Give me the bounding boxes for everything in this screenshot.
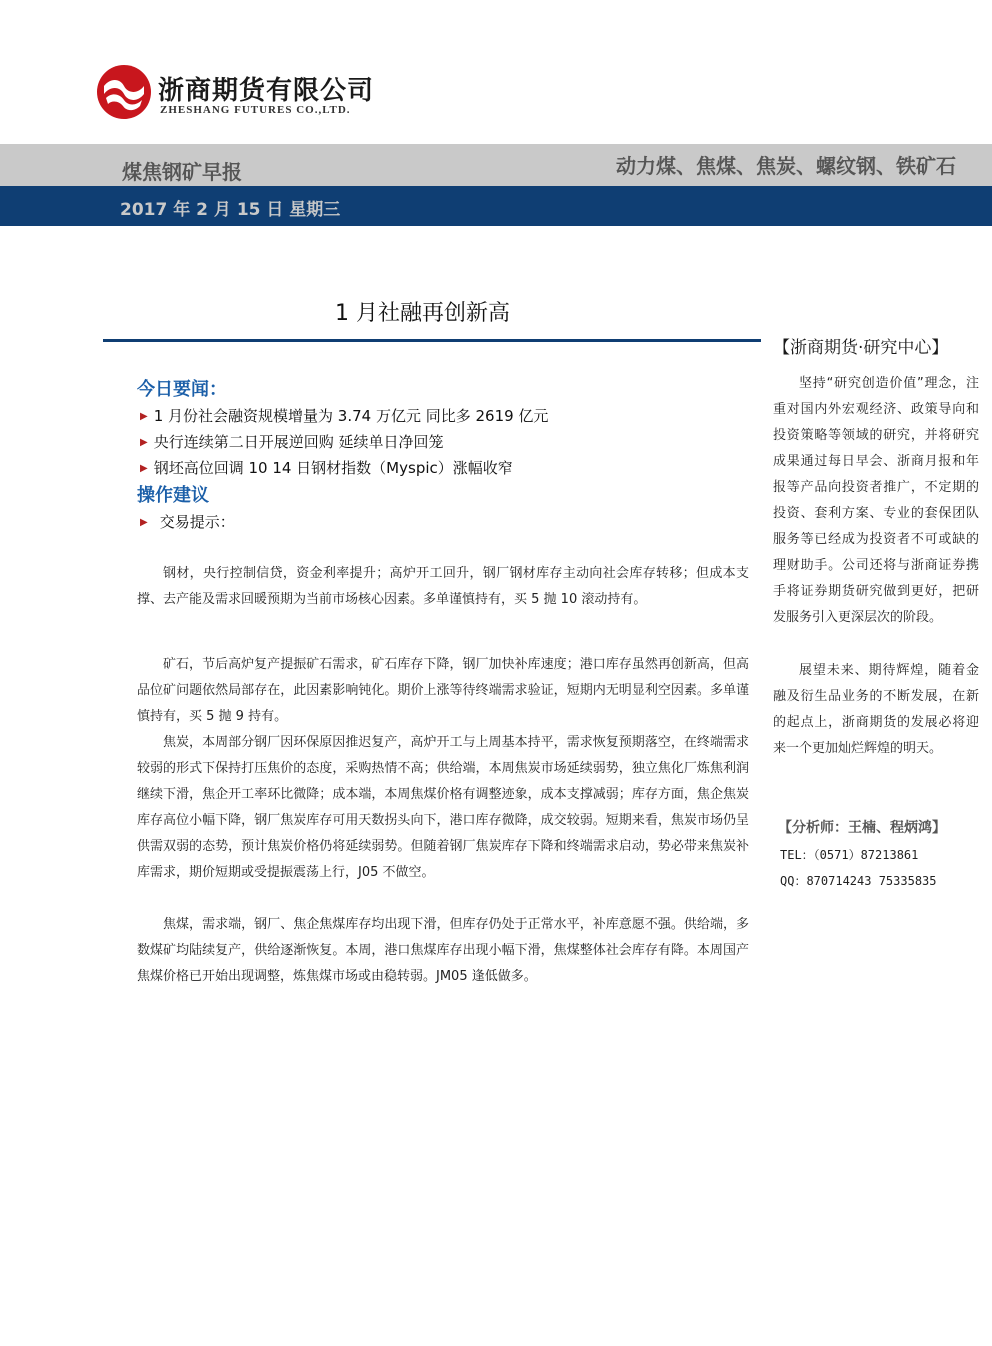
company-name-en: ZHESHANG FUTURES CO.,LTD.: [160, 104, 351, 116]
paragraph-iron-ore: 矿石，节后高炉复产提振矿石需求，矿石库存下降，钢厂加快补库速度；港口库存虽然再创新高，但高品位矿问题依然局部存在，此因素影响钝化。期价上涨等待终端需求验证，短期内无明显利空因素。多单谨慎持有，买 5 抛 9 持有。: [137, 657, 749, 724]
bullet-arrow-icon: ▶: [140, 411, 148, 422]
advice-item-text: 交易提示：: [159, 513, 235, 531]
bullet-arrow-icon: ▶: [140, 437, 148, 448]
commodities-list: 动力煤、焦煤、焦炭、螺纹钢、铁矿石: [616, 154, 956, 178]
date-band: [0, 186, 992, 226]
company-emblem-icon: [96, 64, 152, 120]
analyst-names: 【分析师：王楠、程炳鸿】: [778, 820, 946, 836]
news-item: [140, 457, 513, 478]
news-item-text: 央行连续第二日开展逆回购 延续单日净回笼: [153, 433, 444, 451]
contact-qq: QQ：870714243 75335835: [780, 874, 937, 888]
advice-item: [140, 511, 235, 532]
sidebar-title: 【浙商期货·研究中心】: [773, 338, 949, 358]
advice-section-title: 操作建议: [137, 485, 209, 506]
news-item: [140, 431, 443, 452]
sidebar-outlook: 展望未来、期待辉煌，随着金融及衍生品业务的不断发展，在新的起点上，浙商期货的发展必将迎来一个更加灿烂辉煌的明天。: [773, 663, 979, 756]
paragraph-coking-coal: 焦煤，需求端，钢厂、焦企焦煤库存均出现下滑，但库存仍处于正常水平，补库意愿不强。供给端，多数煤矿均陆续复产，供给逐渐恢复。本周，港口焦煤库存出现小幅下滑，焦煤整体社会库存有降。本周国产焦煤价格已开始出现调整，炼焦煤市场或由稳转弱。JM05 逢低做多。: [137, 917, 749, 984]
paragraph-steel: 钢材，央行控制信贷，资金利率提升；高炉开工回升，钢厂钢材库存主动向社会库存转移；但成本支撑、去产能及需求回暖预期为当前市场核心因素。多单谨慎持有，买 5 抛 10 滚动持有。: [137, 566, 749, 607]
report-date: 2017 年 2 月 15 日 星期三: [120, 200, 341, 220]
bullet-arrow-icon: ▶: [140, 463, 148, 474]
contact-tel: TEL：（0571）87213861: [780, 848, 919, 862]
headline: 1 月社融再创新高: [335, 301, 510, 326]
report-header-band: [0, 144, 992, 186]
news-section-title: 今日要闻：: [137, 379, 227, 400]
sidebar-intro: 坚持“研究创造价值”理念，注重对国内外宏观经济、政策导向和投资策略等领域的研究，并将研究成果通过每日早会、浙商月报和年报等产品向投资者推广，不定期的投资、套利方案、专业的套保团队服务等已经成为投资者不可或缺的理财助手。公司还将与浙商证券携手将证券期货研究做到更好，把研发服务引入更深层次的阶段。: [773, 376, 979, 625]
news-item: [140, 405, 548, 426]
headline-divider: [103, 339, 761, 342]
paragraph-coke: 焦炭，本周部分钢厂因环保原因推迟复产，高炉开工与上周基本持平，需求恢复预期落空，在终端需求较弱的形式下保持打压焦价的态度，采购热情不高；供给端，本周焦炭市场延续弱势，独立焦化厂炼焦利润继续下滑，焦企开工率环比微降；成本端，本周焦煤价格有调整迹象，成本支撑减弱；库存方面，焦企焦炭库存高位小幅下降，钢厂焦炭库存可用天数拐头向下，港口库存微降，成交较弱。短期来看，焦炭市场仍呈供需双弱的态势，预计焦炭价格仍将延续弱势。但随着钢厂焦炭库存下降和终端需求启动，势必带来焦炭补库需求，期价短期或受提振震荡上行，J05 不做空。: [137, 735, 749, 880]
news-item-text: 1 月份社会融资规模增量为 3.74 万亿元 同比多 2619 亿元: [153, 407, 549, 425]
news-item-text: 钢坯高位回调 10 14 日钢材指数（Myspic）涨幅收窄: [153, 459, 513, 477]
report-name: 煤焦钢矿早报: [122, 160, 242, 184]
company-logo: [96, 64, 386, 126]
company-name-cn: 浙商期货有限公司: [158, 76, 375, 106]
bullet-arrow-icon: ▶: [140, 517, 148, 528]
